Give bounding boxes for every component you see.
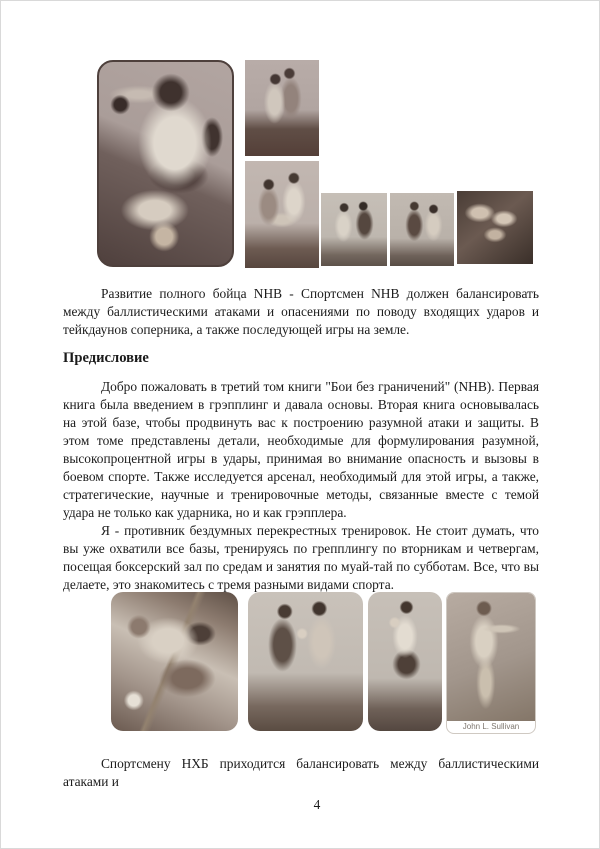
photo-boxer-stance	[368, 592, 442, 731]
photo-ground-and-pound-large	[97, 60, 234, 267]
paragraph-body	[63, 378, 539, 594]
paragraph-outro	[63, 755, 539, 791]
paragraph-body-text-1: Добро пожаловать в третий том книги "Бои без граничений" (NHB). Первая книга была введением в грэпплинг и давала основы. Вторая книга основывалась на этой базе, чтобы продвинуть вас к построению разумной атаки и защиты. В этом томе представлены детали, необходимые для формулирования разумной, высокопроцентной игры в удары, принимая во внимание опасность и вызовы в боевом спорте. Также исследуется арсенал, необходимый для этой игры, а также, стратегические, научные и тренировочные методы, связанные вместе с темой удара не только как ударника, но и как грэпплера.	[63, 379, 539, 520]
page-number: 4	[313, 797, 321, 812]
paragraph-outro-text: Спортсмену НХБ приходится балансировать между баллистическими атаками и	[63, 756, 539, 789]
photo-ground-strikes	[111, 592, 238, 731]
paragraph-intro-text: Развитие полного бойца NHB - Спортсмен NHB должен балансировать между баллистическими атаками и опасениями по поводу входящих ударов и тейкдаунов соперника, а также последующей игры на земле.	[63, 286, 539, 337]
photo-caption: John L. Sullivan	[462, 722, 520, 731]
photo-sparring	[390, 193, 454, 266]
photo-pad-work	[321, 193, 387, 266]
photo-standing-clinch	[245, 60, 319, 156]
photo-knee-strike	[245, 161, 319, 268]
photo-john-l-sullivan-image	[447, 593, 535, 721]
paragraph-body-text-2: Я - противник бездумных перекрестных тренировок. Не стоит думать, что вы уже охватили все базы, тренируясь по грепплингу по вторникам и четвергам, посещая боксерский зал по средам и занятия по муай-тай по субботам. Все, что вы делаете, это знакомитесь с тремя разными видами спорта.	[63, 523, 539, 592]
photo-ground-grappling	[457, 191, 533, 264]
paragraph-intro	[63, 285, 539, 339]
section-heading: Предисловие	[63, 350, 149, 366]
photo-john-l-sullivan	[446, 592, 536, 734]
photo-two-boxers	[248, 592, 363, 731]
